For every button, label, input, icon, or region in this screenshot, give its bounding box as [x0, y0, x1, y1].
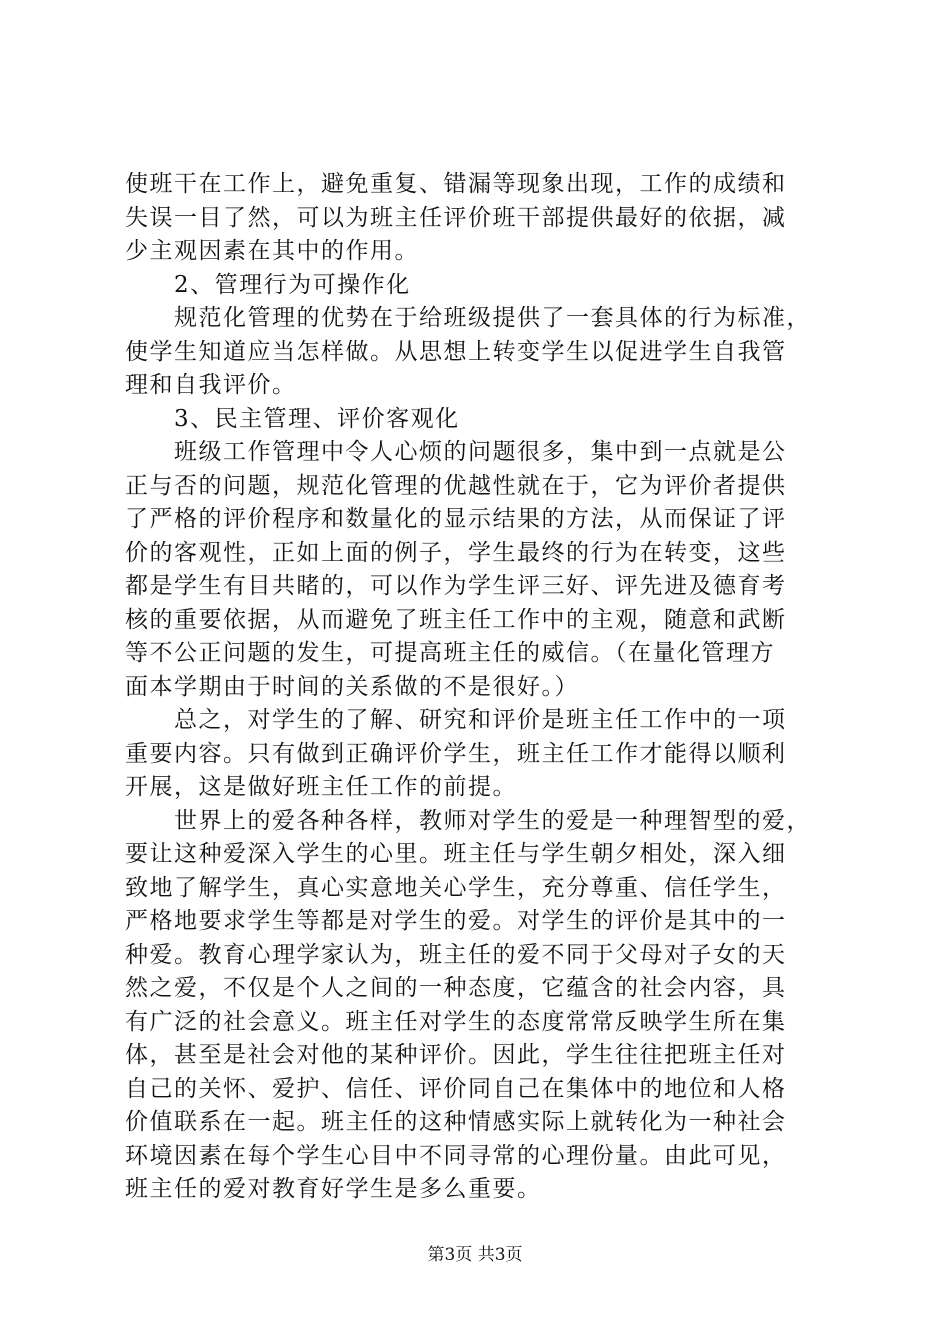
- text-line: 面本学期由于时间的关系做的不是很好。）: [125, 673, 579, 700]
- text-line: 正与否的问题，规范化管理的优越性就在于，它为评价者提供: [125, 472, 787, 499]
- text-line: 等不公正问题的发生，可提高班主任的威信。（在量化管理方: [125, 640, 775, 666]
- text-line: 环境因素在每个学生心目中不同寻常的心理份量。由此可见，: [125, 1142, 787, 1169]
- text-line: 重要内容。只有做到正确评价学生，班主任工作才能得以顺利: [125, 740, 787, 767]
- text-line: 理和自我评价。: [125, 372, 297, 398]
- page-number-footer: 第3页 共3页: [427, 1245, 523, 1265]
- text-line: 严格地要求学生等都是对学生的爱。对学生的评价是其中的一: [125, 908, 787, 934]
- text-line: 使学生知道应当怎样做。从思想上转变学生以促进学生自我管: [125, 338, 787, 365]
- text-line: 了严格的评价程序和数量化的显示结果的方法，从而保证了评: [125, 506, 787, 532]
- text-line: 班主任的爱对教育好学生是多么重要。: [125, 1176, 542, 1202]
- text-line: 体，甚至是社会对他的某种评价。因此，学生往往把班主任对: [125, 1042, 787, 1068]
- text-line: 价值联系在一起。班主任的这种情感实际上就转化为一种社会: [125, 1109, 787, 1135]
- section-heading: 2、管理行为可操作化: [125, 271, 411, 298]
- text-line: 世界上的爱各种各样，教师对学生的爱是一种理智型的爱，: [125, 807, 811, 834]
- text-line: 失误一目了然，可以为班主任评价班干部提供最好的依据，减: [125, 204, 787, 231]
- text-line: 致地了解学生，真心实意地关心学生，充分尊重、信任学生，: [125, 874, 787, 901]
- text-line: 少主观因素在其中的作用。: [125, 238, 419, 264]
- text-line: 都是学生有目共睹的，可以作为学生评三好、评先进及德育考: [125, 573, 787, 599]
- text-line: 要让这种爱深入学生的心里。班主任与学生朝夕相处，深入细: [125, 841, 787, 867]
- text-line: 然之爱，不仅是个人之间的一种态度，它蕴含的社会内容，具: [125, 975, 787, 1001]
- text-line: 有广泛的社会意义。班主任对学生的态度常常反映学生所在集: [125, 1008, 787, 1035]
- text-line: 班级工作管理中令人心烦的问题很多，集中到一点就是公: [125, 439, 787, 465]
- text-line: 开展，这是做好班主任工作的前提。: [125, 774, 517, 800]
- text-line: 总之，对学生的了解、研究和评价是班主任工作中的一项: [125, 707, 787, 733]
- text-line: 种爱。教育心理学家认为，班主任的爱不同于父母对子女的天: [125, 941, 787, 968]
- document-body: [125, 168, 840, 1207]
- text-line: 核的重要依据，从而避免了班主任工作中的主观，随意和武断: [125, 606, 787, 633]
- text-line: 价的客观性，正如上面的例子，学生最终的行为在转变，这些: [125, 539, 787, 566]
- text-line: 规范化管理的优势在于给班级提供了一套具体的行为标准，: [125, 305, 811, 331]
- section-heading: 3、民主管理、评价客观化: [125, 405, 460, 432]
- text-line: 使班干在工作上，避免重复、错漏等现象出现，工作的成绩和: [125, 171, 787, 197]
- text-line: 自己的关怀、爱护、信任、评价同自己在集体中的地位和人格: [125, 1075, 787, 1102]
